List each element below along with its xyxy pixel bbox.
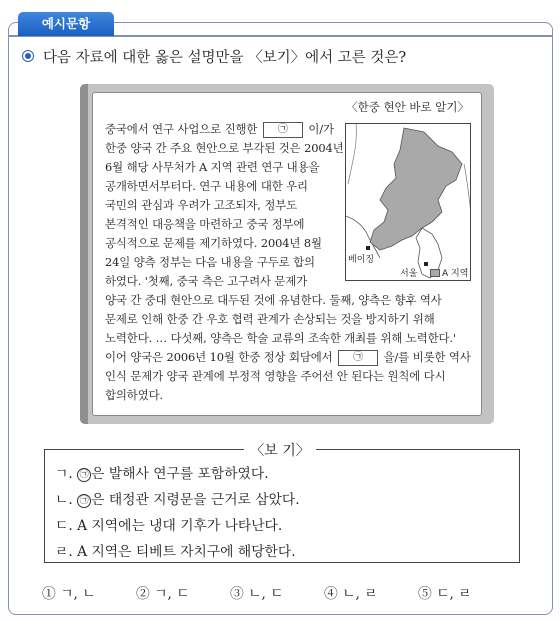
- passage-line: 인식 문제가 양국 관계에 부정적 영향을 주어선 안 된다는 원칙에 다시: [105, 369, 446, 383]
- beijing-marker: [366, 246, 370, 250]
- border-line: [464, 164, 471, 224]
- book-spine: [80, 84, 88, 424]
- bogi-item: ㄱ. ㉠ 은 발해사 연구를 포함하였다.: [55, 466, 269, 482]
- legend-label: A 지역: [442, 269, 469, 279]
- map-figure: [345, 123, 471, 281]
- bogi-title: 〈보 기〉: [200, 440, 360, 460]
- choice-5[interactable]: ⑤ ㄷ, ㄹ: [418, 586, 472, 602]
- bogi-box: [44, 449, 520, 563]
- map-legend: [430, 266, 468, 279]
- passage-line: 합의하였다.: [105, 388, 164, 402]
- blank-box: ㉠: [338, 350, 378, 366]
- passage-line: 하였다. '첫째, 중국 측은 고구려사 문제가: [105, 274, 308, 288]
- seoul-marker: [424, 262, 428, 266]
- choice-4[interactable]: ④ ㄴ, ㄹ: [324, 586, 378, 602]
- passage-line: 24일 양측 정부는 다음 내용을 구두로 합의: [105, 255, 315, 269]
- question-stem: [22, 44, 542, 68]
- seoul-label: 서울: [400, 269, 418, 279]
- answer-choices: [42, 582, 522, 602]
- choice-3[interactable]: ③ ㄴ, ㄷ: [230, 586, 284, 602]
- passage-line: 양국 간 중대 현안으로 대두된 것에 유념한다. 둘째, 양측은 향후 역사: [105, 293, 442, 307]
- passage-page: [92, 92, 482, 416]
- circle-marker: ㉠: [77, 494, 91, 508]
- beijing-label: 베이징: [348, 255, 375, 265]
- passage-line: 중국에서 연구 사업으로 진행한 ㉠ 이/가: [105, 122, 334, 136]
- passage-caption: 〈한중 현안 바로 알기〉: [346, 100, 469, 114]
- passage-line: 본격적인 대응책을 마련하고 중국 정부에: [105, 217, 305, 231]
- passage-line: 공식적으로 문제를 제기하였다. 2004년 8월: [105, 236, 322, 250]
- bogi-item: ㄴ. ㉠ 은 태정관 지령문을 근거로 삼았다.: [55, 492, 300, 508]
- question-text: 다음 자료에 대한 옳은 설명만을 〈보기〉에서 고른 것은?: [43, 49, 407, 66]
- region-a-shape: [370, 128, 462, 250]
- passage-line: 국민의 관심과 우려가 고조되자, 정부도: [105, 198, 298, 212]
- border-line: [348, 124, 356, 184]
- passage-line: 공개하면서부터다. 연구 내용에 대한 우리: [105, 179, 308, 193]
- passage-line: 이어 양국은 2006년 10월 한중 정상 회담에서 ㉠ 을/를 비롯한 역사: [105, 350, 471, 364]
- question-bullet-icon: [22, 50, 34, 62]
- choice-2[interactable]: ② ㄱ, ㄷ: [136, 586, 190, 602]
- circle-marker: ㉠: [77, 468, 91, 482]
- bogi-item: ㄷ. A 지역에는 냉대 기후가 나타난다.: [55, 518, 283, 534]
- passage-line: 6월 해당 사무처가 A 지역 관련 연구 내용을: [105, 160, 320, 174]
- blank-box: ㉠: [263, 122, 303, 138]
- passage-line: 한중 양국 간 주요 현안으로 부각된 것은 2004년: [105, 141, 344, 155]
- choice-1[interactable]: ① ㄱ, ㄴ: [42, 586, 96, 602]
- passage-line: 노력한다. … 다섯째, 양측은 학술 교류의 조속한 개최를 위해 노력한다.': [105, 331, 456, 345]
- legend-swatch: [430, 269, 440, 277]
- bogi-item: ㄹ. A 지역은 티베트 자치구에 해당한다.: [55, 544, 296, 560]
- example-tab: 예시문항: [18, 12, 114, 36]
- passage-line: 문제로 인해 한중 간 우호 협력 관계가 손상되는 것을 방지하기 위해: [105, 312, 435, 326]
